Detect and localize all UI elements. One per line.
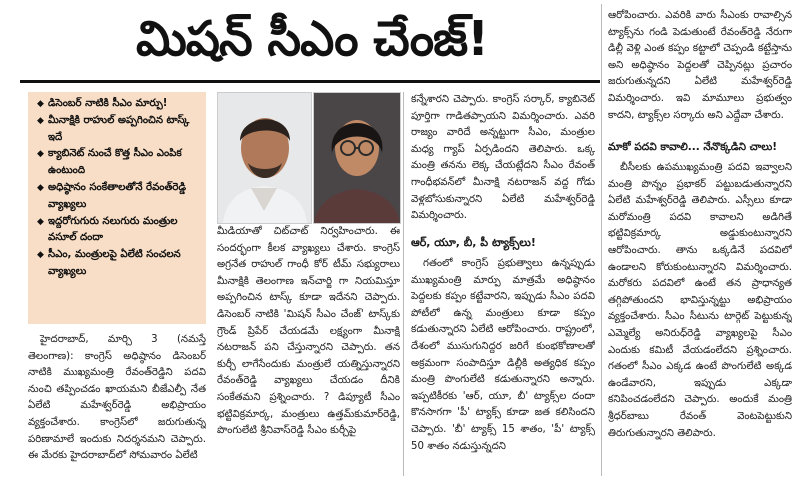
highlight-item: ◆ ఇద్దరోగుగురు నలుగురు మంత్రుల వసూల్ దందా (37, 215, 178, 244)
bullet-icon: ◆ (37, 182, 44, 193)
paragraph: కన్నేశారని చెప్పారు. కాంగ్రెస్ సర్కార్, క్యాబినెట్ పూర్తిగా గాడితప్పాయని విమర్శించారు. ఎవరి రాజ్యం వారిదే అన్నట్టుగా సీఎం, మంత్రుల మధ్య గ్యాప్ ఏర్పడిందని తెలిపారు. ఒక్క మంత్రి తనను లెక్క చేయట్లేదని సీఎం రేవంత్ గాంధీభవన్‌లో మీనాక్షి నటరాజన్ వద్ద గోడు వెళ్లబోసుకున్నారని ఏలేటి మహేశ్వర్‌రెడ్డి విమర్శించారు. (411, 94, 595, 222)
portrait-man-icon (218, 93, 311, 223)
headline: మిషన్ సీఎం చేంజ్! (135, 11, 489, 67)
paragraph: హైదరాబాద్, మార్చి 3 (నమస్తే తెలంగాణ): కాంగ్రెస్ అధిష్ఠానం డిసెంబర్ నాటికి ముఖ్యమంత్రి రేవంత్‌రెడ్డిని పదవి నుంచి తప్పించడం ఖాయమని బీజేఎల్పీ నేత ఏలేటి మహేశ్వర్‌రెడ్డి అభిప్రాయం వ్యక్తంచేశారు. కాంగ్రెస్‌లో జరుగుతున్న పరిణామాలే ఇందుకు నిదర్శనమని చెప్పారు. ఈ మేరకు హైదరాబాద్‌లో సోమవారం ఏలేటి (28, 334, 206, 462)
bullet-icon: ◆ (37, 216, 44, 227)
bullet-icon: ◆ (37, 149, 44, 160)
highlight-item: ◆ క్యాబినెట్ నుంచే కొత్త సీఎం ఎంపిక ఉంటుంది (37, 148, 182, 177)
highlight-item: ◆ డిసెంబర్ నాటికి సీఎం మార్పు! (36, 96, 200, 113)
photo-woman (313, 92, 401, 224)
headline-rule (20, 80, 600, 83)
highlight-item: ◆ మీనాక్షికి రాహుల్ అప్పగించిన టాస్క్ ఇదే (37, 114, 190, 143)
paragraph: ఆరోపించారు. ఎవరికి వారు సీఎంకు రావాల్సిన ట్యాక్స్‌ను గండి పెడుతుంటే రేవంత్‌రెడ్డి నేరుగా డిల్లీ వెళ్లి ఎంత కప్పం కట్టాలో చెప్పండి కట్టేస్తాను అని అధిష్ఠానం పెద్దలతో చెప్పినట్లు ప్రచారం జరుగుతున్నదని ఏలేటి మహేశ్వర్‌రెడ్డి విమర్శించారు. ఇవి మామూలు ప్రభుత్వం కాదని, ట్యాక్స్‌ల సర్కారు అని ఎద్దేవా చేశారు. (608, 10, 792, 121)
portrait-woman-icon (314, 93, 400, 223)
subheading-taxes: ఆర్, యూ, బీ, పీ ట్యాక్స్‌లు! (411, 236, 536, 249)
bullet-icon: ◆ (37, 250, 44, 261)
highlights-box (28, 92, 206, 324)
bullet-icon: ◆ (37, 115, 44, 126)
column-3-bottom (411, 256, 595, 474)
paragraph: గతంలో కాంగ్రెస్ ప్రభుత్వాలు ఉన్నప్పుడు ముఖ్యమంత్రి మార్పు మాత్రమే అధిష్ఠానం పెద్దలకు కప్పం కట్టేవారని, ఇప్పుడు సీఎం పదవి పోటీలో ఉన్న మంత్రులు కూడా కప్పం కడుతున్నారని ఏలేటి ఆరోపించారు. రాష్ట్రంలో, దేశంలో ముసుగునిద్దర జరిగే కుంభకోణాలతో అక్రమంగా సంపాదిస్తూ డిల్లీకి అత్యధిక కప్పం మంత్రి పొంగులేటి కడుతున్నారని అన్నారు. ఇప్పటికీరకు 'ఆర్, యూ, బీ' ట్యాక్స్‌ల దందా కొనసాగగా 'పీ' ట్యాక్స్ కూడా జత కలిసిందని చెప్పారు. 'బీ' ట్యాక్స్ 15 శాతం, 'పీ' ట్యాక్స్ 50 శాతం నడుస్తున్నదని (411, 258, 595, 452)
photo-revanth-reddy (217, 92, 312, 224)
paragraph: బీసీలకు ఉపముఖ్యమంత్రి పదవి ఇవ్వాలని మంత్రి పొన్నం ప్రభాకర్ పట్టుబడుతున్నారని ఏలేటి మహేశ్వర్‌రెడ్డి తెలిపారు. ఎస్సీలు కూడా మరోమంత్రి పదవి కావాలని అడిగితే భట్టివిక్రమార్క అడ్డుకుంటున్నారని ఆరోపించారు. తాను ఒక్కడినే పదవిలో ఉండాలని కోరుకుంటున్నారని విమర్శించారు. మరోకరు పదవిలో ఉంటే తన ప్రాధాన్యత తగ్గిపోతుందని భావిస్తున్నట్టు అభిప్రాయం వ్యక్తంచేశారు. సీఎం సీటును టార్గెట్ పెట్టుకున్న ఎమ్మెల్యే అనిరుధ్‌రెడ్డి వ్యాఖ్యలపై సీఎం ఎందుకు కమిటీ వేయడంలేదని ప్రశ్నించారు. గతంలో సీఎం ఎక్కడ ఉంటే పొంగులేటి అక్కడ ఉండేవారని, ఇప్పుడు ఎక్కడా కనిపించడంలేదని చెప్పారు. అందుకే మంత్రి శ్రీధర్‌బాబు రేవంత్ వెంటపెట్టుకుని తిరుగుతున్నారని తెలిపారు. (608, 162, 792, 439)
column-4-top (608, 8, 792, 134)
highlight-item: ◆ సీఎం, మంత్రులపై ఏలేటి సంచలన వ్యాఖ్యలు (37, 249, 181, 277)
column-4-bottom (608, 160, 792, 474)
column-1-body (28, 332, 206, 474)
bullet-icon: ◆ (37, 99, 44, 109)
column-3-top (411, 92, 595, 232)
column-divider (601, 4, 602, 476)
highlight-item: ◆ అధిష్ఠానం సంకేతాలతోనే రేవంత్‌రెడ్డి వ్యాఖ్యలు (37, 181, 186, 210)
column-divider (403, 92, 404, 476)
subheading-post: మాకో పదవి కావాలి... నేనొక్కడిని చాలు! (608, 141, 778, 153)
column-2-body (217, 224, 400, 476)
paragraph: మీడియాతో చిట్‌చాట్ నిర్వహించారు. ఈ సందర్భంగా కీలక వ్యాఖ్యలు చేశారు. కాంగ్రెస్ అగ్రనేత రాహుల్ గాంధీ కోర్ టీమ్ సభ్యురాలు మీనాక్షికి తెలంగాణ ఇన్‌చార్జి గా నియమిస్తూ అప్పగించిన టాస్క్ కూడా ఇదేనని చెప్పారు. డిసెంబర్ నాటికి 'మిషన్ సీఎం చేంజ్' టాస్క్‌కు గ్రౌండ్ ప్రిపేర్ చేయడమే లక్ష్యంగా మీనాక్షి నటరాజన్ పని చేస్తున్నారని చెప్పారు. తన కుర్చీ లాగేసేందుకు మంత్రులే యత్నిస్తున్నారని రేవంత్‌రెడ్డి వ్యాఖ్యలు చేయడం దీనికి సంకేతమని ప్రశ్నించారు. ? డిప్యూటీ సీఎం భట్టివిక్రమార్క, మంత్రులు ఉత్తమ్‌కుమార్‌రెడ్డి, పొంగులేటి శ్రీనివాస్‌రెడ్డి సీఎం కుర్చీపై (217, 226, 400, 437)
